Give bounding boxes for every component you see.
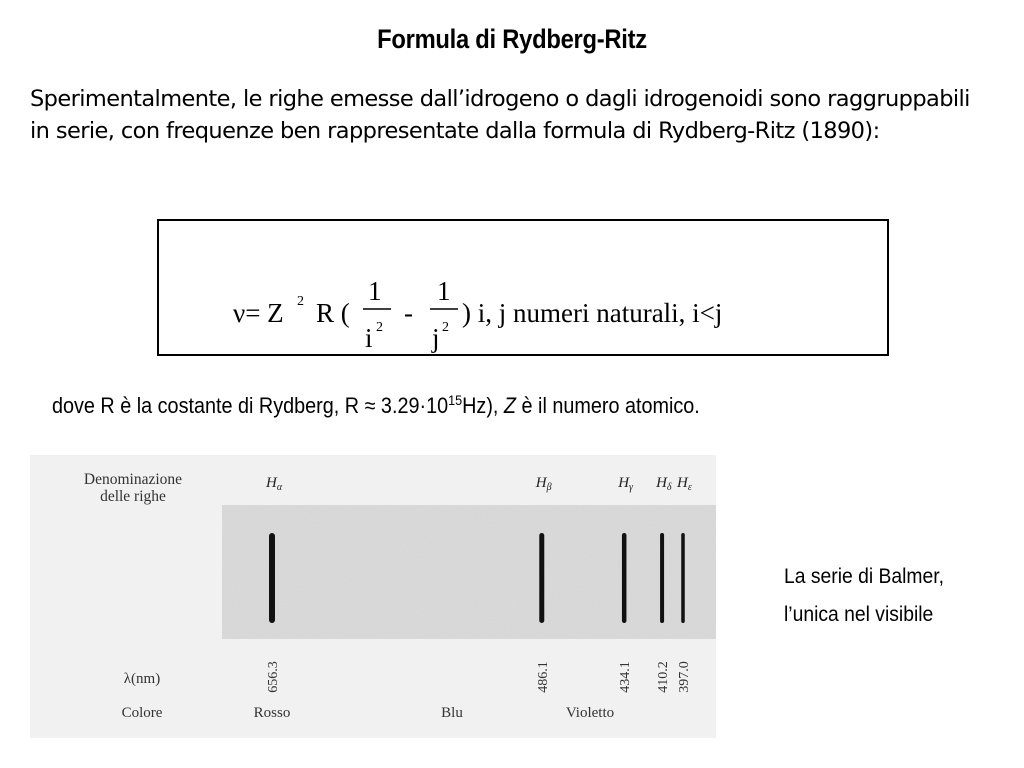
caption-line2: l’unica nel visibile bbox=[784, 603, 934, 626]
line-label-0: $H_\alpha$ bbox=[266, 475, 283, 493]
formula-numerator-2: 1 bbox=[437, 276, 451, 306]
formula-denominator-j: j bbox=[432, 323, 440, 353]
slide-title: Formula di Rydberg-Ritz bbox=[377, 24, 647, 54]
formula-j-exponent: 2 bbox=[442, 320, 449, 335]
color-label-red: Rosso bbox=[253, 705, 291, 721]
wavelength-axis-label: λ(nm) bbox=[123, 671, 161, 687]
spectral-line-2 bbox=[622, 533, 627, 623]
header-label-line1: Denominazione bbox=[83, 471, 183, 488]
wavelength-label-4: 397.0 bbox=[677, 661, 692, 693]
definition-unit: Hz), bbox=[462, 393, 504, 418]
line-label-4: $H_\varepsilon$ bbox=[677, 475, 692, 493]
formula-i-exponent: 2 bbox=[376, 320, 383, 335]
formula-tail: ) i, j numeri naturali, i<j bbox=[462, 298, 723, 328]
rydberg-formula bbox=[159, 221, 887, 354]
formula-nu-eq: ν= Z bbox=[233, 298, 284, 328]
line-label-3: $H_\delta$ bbox=[656, 475, 672, 493]
line-label-2: $H_\gamma$ bbox=[618, 475, 633, 493]
spectral-line-3 bbox=[660, 533, 664, 623]
wavelength-label-0: 656.3 bbox=[266, 661, 281, 693]
formula-minus: - bbox=[404, 298, 413, 328]
spectral-line-0 bbox=[269, 533, 275, 623]
wavelength-label-3: 410.2 bbox=[656, 661, 672, 693]
formula-box bbox=[157, 219, 889, 356]
color-axis-label: Colore bbox=[121, 705, 163, 721]
definition-exponent: 15 bbox=[448, 392, 463, 408]
color-label-violet: Violetto bbox=[565, 705, 615, 721]
formula-denominator-i: i bbox=[365, 323, 373, 353]
caption-line1: La serie di Balmer, bbox=[784, 565, 945, 588]
wavelength-label-1: 486.1 bbox=[535, 661, 551, 693]
line-label-1: $H_\beta$ bbox=[535, 475, 552, 493]
definition-text: dove R è la costante di Rydberg, R ≈ 3.29·10 bbox=[52, 393, 449, 418]
definition-end: è il numero atomico. bbox=[516, 393, 700, 418]
balmer-caption bbox=[784, 558, 944, 634]
spectrum-figure bbox=[30, 455, 716, 738]
spectral-line-4 bbox=[681, 533, 685, 623]
definition-z: Z bbox=[503, 393, 517, 418]
color-label-blue: Blu bbox=[441, 705, 463, 721]
wavelength-label-2: 434.1 bbox=[618, 661, 634, 693]
intro-paragraph: Sperimentalmente, le righe emesse dall’idrogeno o dagli idrogenoidi sono raggruppabili in serie, con frequenze ben rappresentate dalla formula di Rydberg-Ritz (1890): bbox=[30, 86, 970, 144]
balmer-spectrum-image bbox=[30, 455, 716, 738]
spectral-line-1 bbox=[539, 533, 544, 623]
formula-r-open: R ( bbox=[316, 298, 350, 328]
formula-z-exponent: 2 bbox=[297, 294, 304, 309]
header-label-line2: delle righe bbox=[100, 488, 166, 505]
rydberg-constant-definition bbox=[52, 393, 700, 419]
formula-numerator-1: 1 bbox=[368, 276, 382, 306]
